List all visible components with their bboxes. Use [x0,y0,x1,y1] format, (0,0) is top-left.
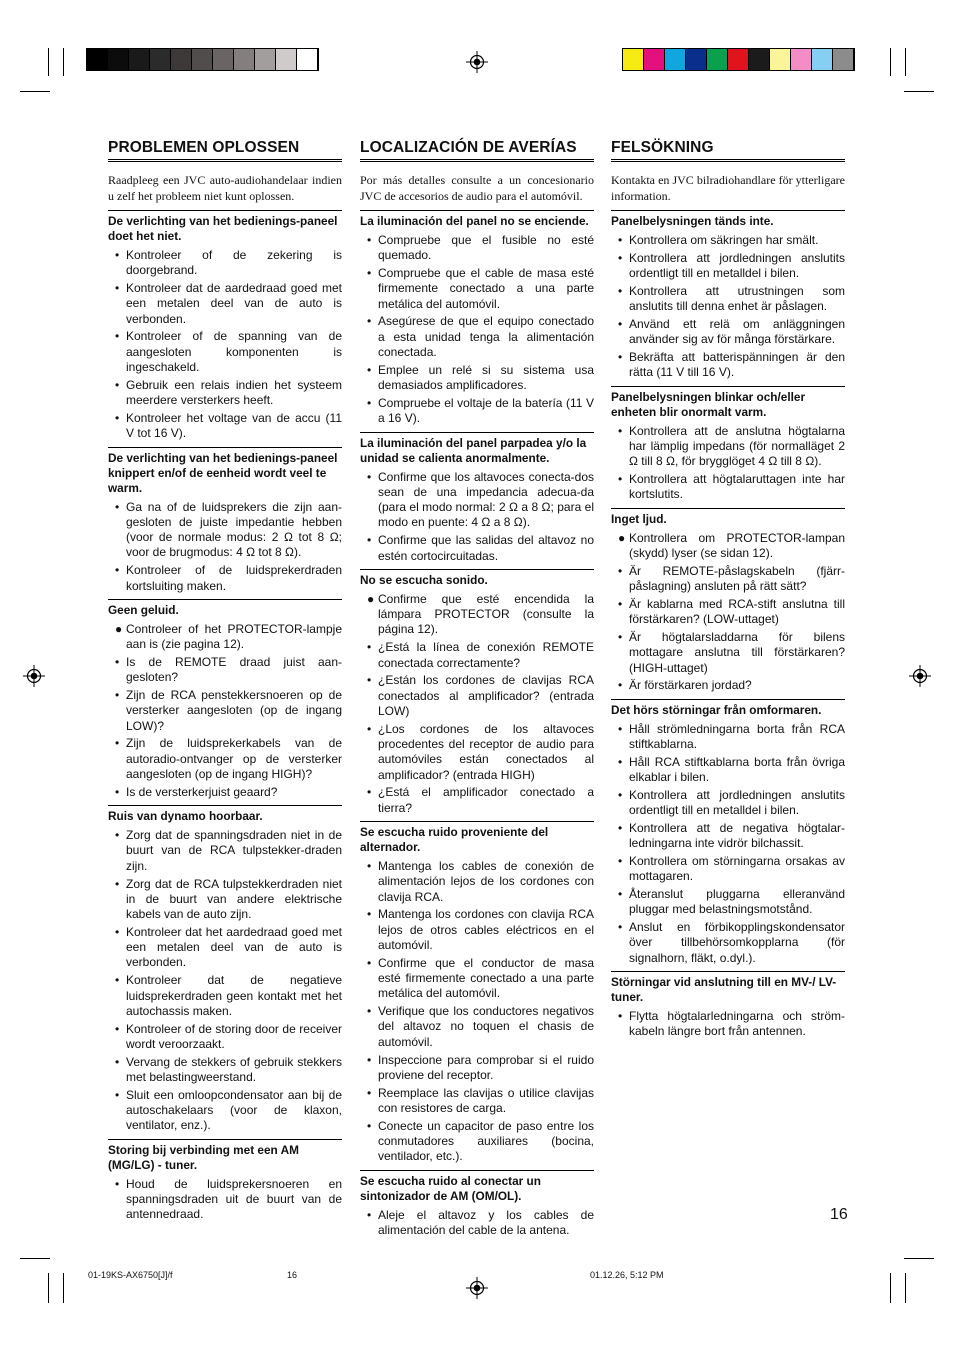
remedy-item: • Is de REMOTE draad juist aan-gesloten? [108,655,342,686]
remedy-item: • Kontroleer of de zekering is doorgebrand. [108,248,342,279]
problem-heading: Det hörs störningar från omformaren. [611,702,822,717]
remedy-list [611,531,845,694]
remedy-item: • Flytta högtalarledningarna och ström-kabeln längre bort från antennen. [611,1009,845,1040]
remedy-item: • Kontroleer dat de aardedraad goed met een metalen deel van de auto is verbonden. [108,281,342,327]
remedy-list [360,470,594,564]
problem-section [108,447,342,594]
remedy-item: • Sluit een omloopcondensator aan bij de autoschakelaars (voor de klaxon, ventilator, enz.). [108,1088,342,1134]
intro-text: Kontakta en JVC bilradiohandlare för ytterligare information. [611,173,845,203]
color-swatch [644,49,665,70]
remedy-item: • Conecte un capacitor de paso entre los conmutadores auxiliares (bocina, ventilador, etc.). [360,1119,594,1165]
problem-heading: Geen geluid. [108,602,179,617]
remedy-item: • Är förstärkaren jordad? [611,678,845,693]
footer-date: 01.12.26, 5:12 PM [590,1270,664,1280]
problem-heading: De verlichting van het bedienings-paneel knippert en/of de eenheid wordt veel te warm. [108,450,338,495]
problem-heading: Störningar vid anslutning till en MV-/ LV- tuner. [611,975,837,1005]
remedy-item: • Is de versterkerjuist geaard? [108,785,342,800]
remedy-item: • Confirme que los altavoces conecta-dos sean de una impedancia adecua-da (para el modo normal: 2 Ω a 8 Ω; para el modo en puente: 4 Ω a 8 Ω). [360,470,594,531]
remedy-item: • Kontrollera om störningarna orsakas av mottagaren. [611,854,845,885]
remedy-list [360,592,594,816]
color-swatch [276,49,297,70]
problem-heading: Inget ljud. [611,511,667,526]
color-swatch [171,49,192,70]
remedy-item: ● Confirme que esté encendida la lámpara PROTECTOR (consulte la página 12). [360,592,594,638]
remedy-list [611,1009,845,1040]
remedy-item: • Kontrollera att de anslutna högtalarna har lämplig impedans (för normalläget 2 Ω till 8 Ω, för brygglöget 4 Ω till 8 Ω). [611,424,845,470]
column-swedish [611,138,845,1045]
problem-section [360,569,594,816]
color-swatch [108,49,129,70]
remedy-item: • Är REMOTE-påslagskabeln (fjärr-påslagning) ansluten på rätt sätt? [611,564,845,595]
section-title: PROBLEMEN OPLOSSEN [108,138,342,162]
color-calibration-bar [622,48,855,71]
column-dutch [108,138,342,1228]
section-title: FELSÖKNING [611,138,845,162]
remedy-item: • Emplee un relé si su sistema usa demasiados amplificadores. [360,363,594,394]
color-swatch [213,49,234,70]
color-swatch [129,49,150,70]
problem-section [108,210,342,442]
remedy-item: • Är högtalarsladdarna för bilens mottagare anslutna till förstärkaren? (HIGH-uttaget) [611,630,845,676]
remedy-item: • Zijn de RCA penstekkersnoeren op de versterker aangesloten (op de ingang LOW)? [108,688,342,734]
remedy-item: • Zijn de luidsprekerkabels van de autoradio-ontvanger op de versterker aangesloten (op de ingang HIGH)? [108,736,342,782]
remedy-item: • Confirme que las salidas del altavoz no estén cortocircuitadas. [360,533,594,564]
remedy-item: • Reemplace las clavijas o utilice clavijas con resistores de carga. [360,1086,594,1117]
column-spanish [360,138,594,1243]
color-swatch [770,49,791,70]
problem-section [360,1170,594,1239]
remedy-item: • Aleje el altavoz y los cables de alimentación del cable de la antena. [360,1208,594,1239]
remedy-item: ● Controleer of het PROTECTOR-lampje aan is (zie pagina 12). [108,622,342,653]
problem-heading: Se escucha ruido proveniente del alternador. [360,825,549,854]
remedy-item: • Återanslut pluggarna elleranvänd pluggar med belastningsmotstånd. [611,887,845,918]
problem-heading: Se escucha ruido al conectar un sintonizador de AM (OM/OL). [360,1173,541,1203]
section-title: LOCALIZACIÓN DE AVERÍAS [360,138,594,162]
remedy-item: • Anslut en förbikopplingskondensator över tillbehörsomkopplarna (för signalhorn, fläkt, o.dyl.). [611,920,845,966]
remedy-item: • ¿Está la línea de conexión REMOTE conectada correctamente? [360,640,594,671]
color-swatch [234,49,255,70]
remedy-item: • Zorg dat de RCA tulpstekkerdraden niet in de buurt van andere elektrische kabels van de auto zijn. [108,877,342,923]
problem-section [108,599,342,800]
color-swatch [665,49,686,70]
remedy-item: • Bekräfta att batterispänningen är den rätta (11 V till 16 V). [611,350,845,381]
grayscale-color-bar [86,48,319,71]
problem-heading: Ruis van dynamo hoorbaar. [108,809,263,824]
problem-section [611,699,845,966]
problem-section [360,210,594,427]
intro-text: Por más detalles consulte a un concesionario JVC de accesorios de audio para el automóvil. [360,173,594,203]
remedy-item: • Är kablarna med RCA-stift anslutna till förstärkaren? (LOW-uttaget) [611,597,845,628]
color-swatch [728,49,749,70]
problem-section [108,805,342,1134]
registration-mark-icon [23,665,45,687]
remedy-list [611,233,845,381]
color-swatch [297,49,318,70]
color-swatch [812,49,833,70]
remedy-item: • Kontrollera att jordledningen anslutits ordentligt till en metalldel i bilen. [611,251,845,282]
color-swatch [255,49,276,70]
color-swatch [150,49,171,70]
remedy-item: • Houd de luidsprekersnoeren en spanningsdraden uit de buurt van de antennedraad. [108,1177,342,1223]
remedy-item: • Kontrollera om säkringen har smält. [611,233,845,248]
remedy-item: • ¿Está el amplificador conectado a tierra? [360,785,594,816]
problem-section [108,1139,342,1223]
problem-heading: No se escucha sonido. [360,572,488,587]
footer-page: 16 [287,1270,298,1280]
problem-section [611,971,845,1040]
remedy-item: • Verifique que los conductores negativos del altavoz no toquen el chasis de automóvil. [360,1004,594,1050]
registration-mark-icon [909,665,931,687]
remedy-item: • ¿Los cordones de los altavoces procedentes del receptor de audio para automóviles están conectados al amplificador? (entrada HIGH) [360,722,594,783]
remedy-item: • Kontroleer of de luidsprekerdraden kortsluiting maken. [108,563,342,594]
remedy-item: • Kontrollera att jordledningen anslutits ordentligt till en metalldel i bilen. [611,788,845,819]
page-number: 16 [830,1206,848,1223]
remedy-item: • Håll RCA stiftkablarna borta från övriga elkablar i bilen. [611,755,845,786]
remedy-item: • Kontroleer het voltage van de accu (11 V tot 16 V). [108,411,342,442]
color-swatch [749,49,770,70]
remedy-item: • Mantenga los cables de conexión de alimentación lejos de los cordones con clavija RCA. [360,859,594,905]
problem-section [611,386,845,503]
remedy-item: • Kontrollera att högtalaruttagen inte har kortslutits. [611,472,845,503]
remedy-item: • Använd ett relä om anläggningen använder sig av för många förstärkare. [611,317,845,348]
remedy-item: • Confirme que el conductor de masa esté firmemente conectado a una parte metálica del automóvil. [360,956,594,1002]
problem-heading: La iluminación del panel parpadea y/o la unidad se calienta anormalmente. [360,435,587,465]
problem-heading: La iluminación del panel no se enciende. [360,214,589,228]
remedy-item: • Compruebe que el fusible no esté quemado. [360,233,594,264]
problem-section [360,432,594,564]
remedy-list [108,828,342,1134]
remedy-list [360,1208,594,1239]
remedy-item: • Kontroleer of de spanning van de aangesloten komponenten is ingeschakeld. [108,329,342,375]
remedy-list [360,233,594,427]
remedy-list [108,1177,342,1223]
remedy-item: • Kontrollera att utrustningen som anslutits till denna enhet är påslagen. [611,284,845,315]
color-swatch [192,49,213,70]
problem-heading: De verlichting van het bedienings-paneel doet het niet. [108,214,338,243]
remedy-list [108,500,342,594]
color-swatch [686,49,707,70]
remedy-item: • Kontrollera att de negativa högtalar-ledningarna inte vidrör bilchassit. [611,821,845,852]
registration-mark-icon [466,1277,488,1299]
remedy-item: • Kontroleer dat het aardedraad goed met een metalen deel van de auto is verbonden. [108,925,342,971]
remedy-item: • Gebruik een relais indien het systeem meerdere versterkers heeft. [108,378,342,409]
color-swatch [623,49,644,70]
remedy-item: • Asegúrese de que el equipo conectado a esta unidad tenga la alimentación conectada. [360,314,594,360]
remedy-item: • Vervang de stekkers of gebruik stekkers met belastingweerstand. [108,1055,342,1086]
footer-file-name: 01-19KS-AX6750[J]/f [88,1270,173,1280]
remedy-item: • Zorg dat de spanningsdraden niet in de buurt van de RCA tulpstekker-draden zijn. [108,828,342,874]
color-swatch [87,49,108,70]
color-swatch [791,49,812,70]
problem-heading: Panelbelysningen blinkar och/eller enheten blir onormalt varm. [611,389,806,419]
problem-section [611,508,845,694]
remedy-item: • Inspeccione para comprobar si el ruido proviene del receptor. [360,1053,594,1084]
registration-mark-icon [466,51,488,73]
remedy-list [360,859,594,1165]
color-swatch [833,49,854,70]
remedy-list [108,248,342,442]
remedy-item: • Mantenga los cordones con clavija RCA lejos de otros cables eléctricos en el automóvil. [360,907,594,953]
remedy-item: • Kontroleer dat de negatieve luidsprekerdraden geen kontakt met het autochassis maken. [108,973,342,1019]
remedy-list [611,722,845,966]
remedy-list [611,424,845,503]
intro-text: Raadpleeg een JVC auto-audiohandelaar indien u zelf het probleem niet kunt oplossen. [108,173,342,203]
remedy-item: ● Kontrollera om PROTECTOR-lampan (skydd) lyser (se sidan 12). [611,531,845,562]
remedy-item: • ¿Están los cordones de clavijas RCA conectados al amplificador? (entrada LOW) [360,673,594,719]
problem-heading: Panelbelysningen tänds inte. [611,214,774,228]
color-swatch [707,49,728,70]
remedy-item: • Compruebe que el cable de masa esté firmemente conectado a una parte metálica del automóvil. [360,266,594,312]
remedy-item: • Compruebe el voltaje de la batería (11 V a 16 V). [360,396,594,427]
remedy-item: • Håll strömledningarna borta från RCA stiftkablarna. [611,722,845,753]
problem-heading: Storing bij verbinding met een AM (MG/LG) - tuner. [108,1142,299,1172]
remedy-item: • Ga na of de luidsprekers die zijn aan-gesloten de juiste impedantie hebben (voor de normale modus: 2 Ω tot 8 Ω; voor de brugmodus: 4 Ω tot 8 Ω). [108,500,342,561]
remedy-item: • Kontroleer of de storing door de receiver wordt veroorzaakt. [108,1022,342,1053]
problem-section [360,821,594,1165]
problem-section [611,210,845,381]
remedy-list [108,622,342,800]
